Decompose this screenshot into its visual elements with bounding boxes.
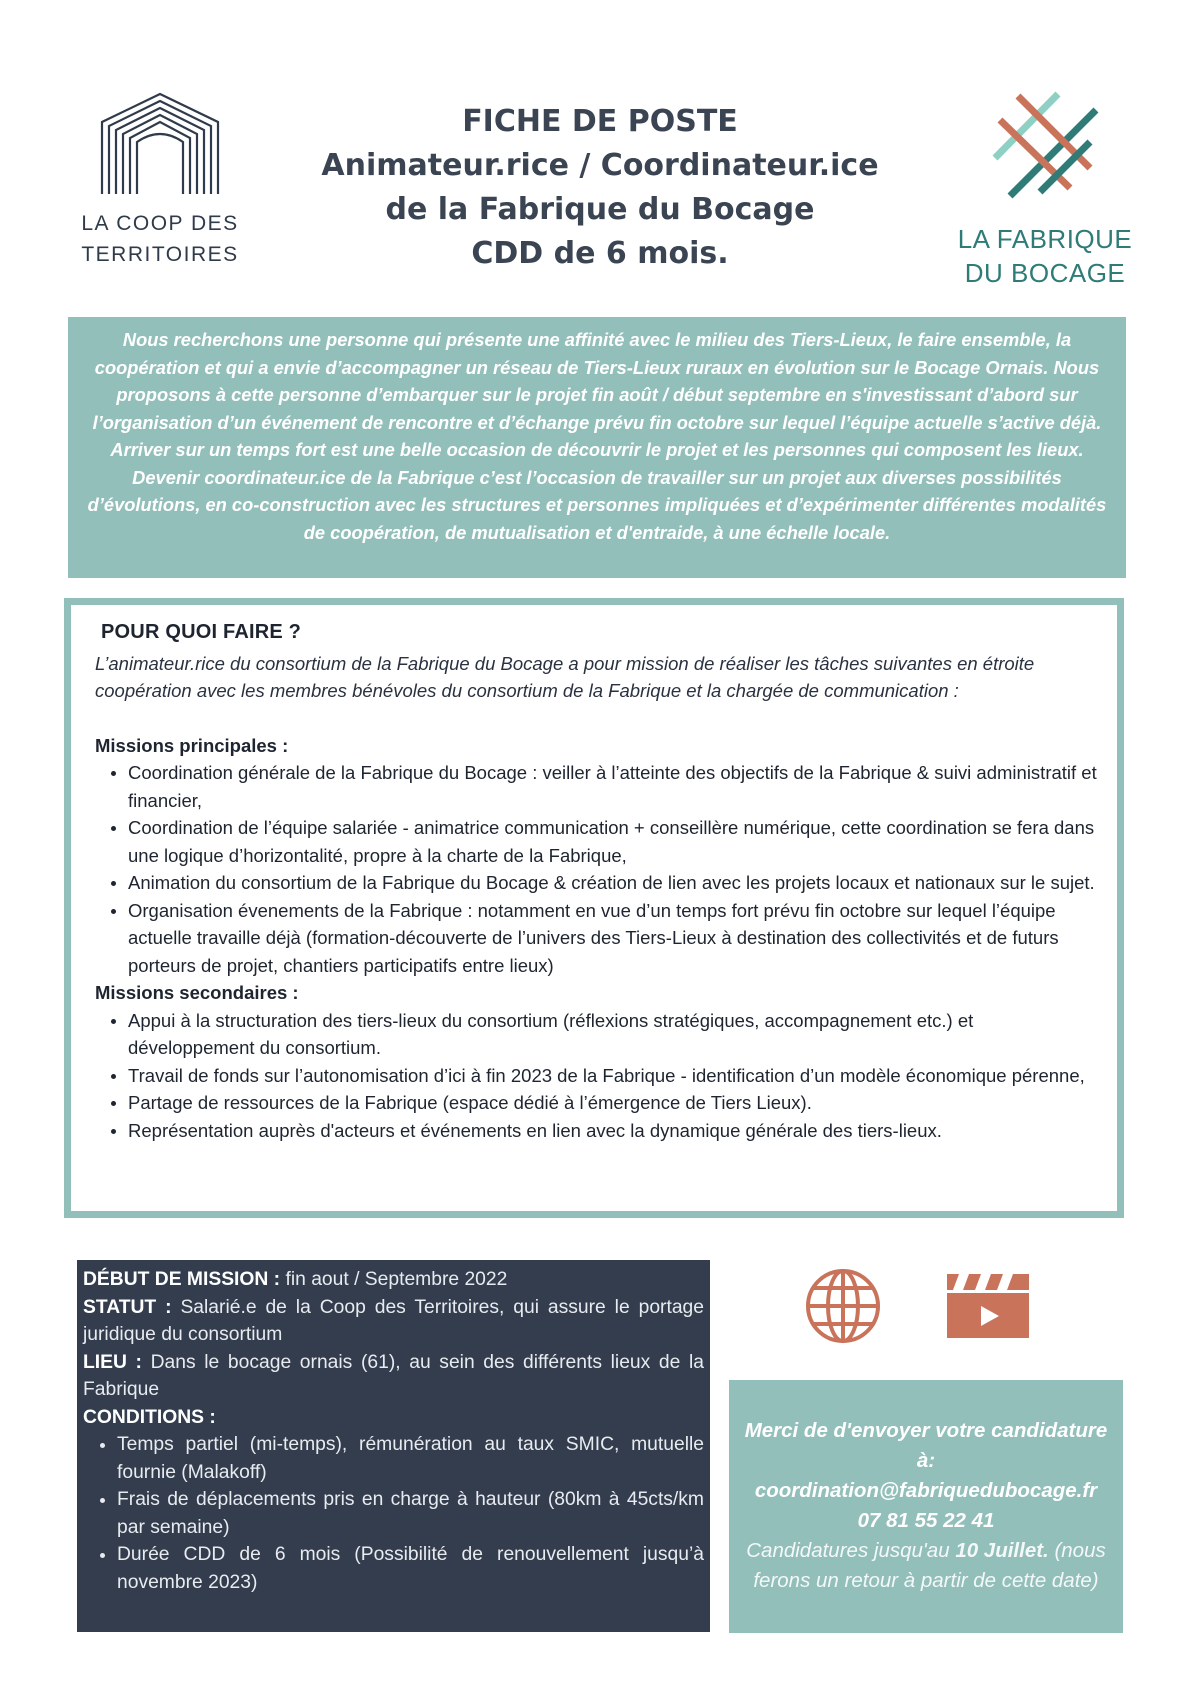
list-item: • Appui à la structuration des tiers-lieux du consortium (réflexions stratégiques, accompagnement etc.) et développement du consortium. — [128, 1007, 1097, 1062]
list-item: • Durée CDD de 6 mois (Possibilité de renouvellement jusqu’à novembre 2023) — [117, 1541, 704, 1596]
lieu-row — [83, 1349, 704, 1404]
list-item: • Représentation auprès d'acteurs et événements en lien avec la dynamique générale des tiers-lieux. — [128, 1117, 1097, 1145]
list-item: • Coordination de l’équipe salariée - animatrice communication + conseillère numérique, cette coordination se fera dans une logique d’horizontalité, propre à la charte de la Fabrique, — [128, 814, 1097, 869]
contact-email[interactable]: coordination@fabriquedubocage.fr — [754, 1479, 1098, 1502]
list-item: • Travail de fonds sur l’autonomisation d’ici à fin 2023 de la Fabrique - identification d’un modèle économique pérenne, — [128, 1062, 1097, 1090]
page-title — [290, 100, 910, 276]
list-item: • Animation du consortium de la Fabrique du Bocage & création de lien avec les projets locaux et nationaux sur le sujet. — [128, 869, 1097, 897]
coop-des-territoires-logo — [70, 92, 250, 272]
title-line-3: de la Fabrique du Bocage — [385, 192, 815, 227]
list-item: • Frais de déplacements pris en charge à hauteur (80km à 45cts/km par semaine) — [117, 1486, 704, 1541]
missions-box — [64, 598, 1124, 1218]
main-missions-heading: Missions principales : — [95, 734, 289, 756]
title-line-2: Animateur.rice / Coordinateur.ice — [321, 148, 879, 183]
deadline-date: 10 Juillet. — [955, 1539, 1049, 1562]
list-item: • Partage de ressources de la Fabrique (espace dédié à l’émergence de Tiers Lieux). — [128, 1089, 1097, 1117]
bocage-lines-icon — [990, 88, 1100, 200]
debut-label: DÉBUT DE MISSION : — [83, 1269, 281, 1290]
title-line-4: CDD de 6 mois. — [471, 236, 729, 271]
deadline-prefix: Candidatures jusqu'au — [746, 1539, 950, 1562]
house-arch-lines-icon — [99, 92, 221, 196]
conditions-list — [83, 1431, 704, 1596]
deadline-note — [735, 1536, 1117, 1596]
list-item: • Organisation évenements de la Fabrique : notamment en vue d’un temps fort prévu fin octobre sur lequel l’équipe actuelle travaille déjà (formation-découverte de l’univers des Tiers-Lieux à destination des collectivités et de futurs porteurs de projet, chantiers participatifs entre lieux) — [128, 897, 1097, 980]
list-item: • Temps partiel (mi-temps), rémunération au taux SMIC, mutuelle fournie (Malakoff) — [117, 1431, 704, 1486]
deadline-suffix: (nous ferons un retour à partir de cette date) — [753, 1539, 1106, 1592]
video-clapper-icon[interactable] — [945, 1272, 1031, 1340]
debut-row — [83, 1266, 704, 1294]
fabrique-du-bocage-logo — [950, 88, 1140, 288]
list-item: • Coordination générale de la Fabrique du Bocage : veiller à l’atteinte des objectifs de la Fabrique & suivi administratif et financier, — [128, 759, 1097, 814]
secondary-missions-list — [95, 1007, 1097, 1145]
intro-box — [68, 317, 1126, 578]
conditions-row — [83, 1404, 704, 1432]
coop-logo-line2: TERRITOIRES — [81, 243, 239, 266]
missions-heading: POUR QUOI FAIRE ? — [101, 621, 302, 643]
contact-phone[interactable]: 07 81 55 22 41 — [857, 1509, 995, 1532]
contact-box — [729, 1380, 1123, 1633]
debut-value: fin aout / Septembre 2022 — [285, 1269, 508, 1290]
intro-paragraph-2: Devenir coordinateur.ice de la Fabrique c’est l’occasion de travailler sur un projet aux diverses possibilités d’évolutions, en co-construction avec les structures et personnes impliquées et d’expérimenter différentes modalités de coopération, de mutualisation et d'entraide, à une échelle locale. — [87, 466, 1107, 543]
statut-row — [83, 1294, 704, 1349]
coop-logo-line1: LA COOP DES — [81, 212, 239, 235]
title-line-1: FICHE DE POSTE — [462, 104, 738, 139]
lieu-label: LIEU : — [83, 1351, 142, 1373]
fabrique-logo-line1: LA FABRIQUE — [957, 224, 1133, 254]
missions-intro: L’animateur.rice du consortium de la Fabrique du Bocage a pour mission de réaliser les tâches suivantes en étroite coopération avec les membres bénévoles du consortium de la Fabrique et la chargée de communication : — [95, 652, 1035, 701]
statut-value: Salarié.e de la Coop des Territoires, qui assure le portage juridique du consortium — [83, 1296, 704, 1345]
conditions-box — [77, 1260, 710, 1632]
secondary-missions-heading: Missions secondaires : — [95, 982, 299, 1003]
lieu-value: Dans le bocage ornais (61), au sein des différents lieux de la Fabrique — [83, 1351, 705, 1400]
fabrique-logo-line2: DU BOCAGE — [964, 258, 1126, 288]
globe-icon[interactable] — [804, 1267, 882, 1345]
intro-paragraph-1: Nous recherchons une personne qui présente une affinité avec le milieu des Tiers-Lieux, le faire ensemble, la coopération et qui a envie d’accompagner un réseau de Tiers-Lieux ruraux en évolution sur le Bocage Ornais. Nous proposons à cette personne d’embarquer sur le projet fin août / début septembre en s'investissant d’abord sur l’organisation d’un événement de rencontre et d’échange prévu fin octobre sur lequel l’équipe actuelle s’active déjà. Arriver sur un temps fort est une belle occasion de découvrir le projet et les personnes qui composent les lieux. — [92, 329, 1102, 460]
statut-label: STATUT : — [83, 1296, 172, 1318]
main-missions-list — [95, 759, 1097, 979]
conditions-label: CONDITIONS : — [83, 1406, 216, 1428]
contact-intro: Merci de d'envoyer votre candidature à: — [744, 1419, 1108, 1472]
